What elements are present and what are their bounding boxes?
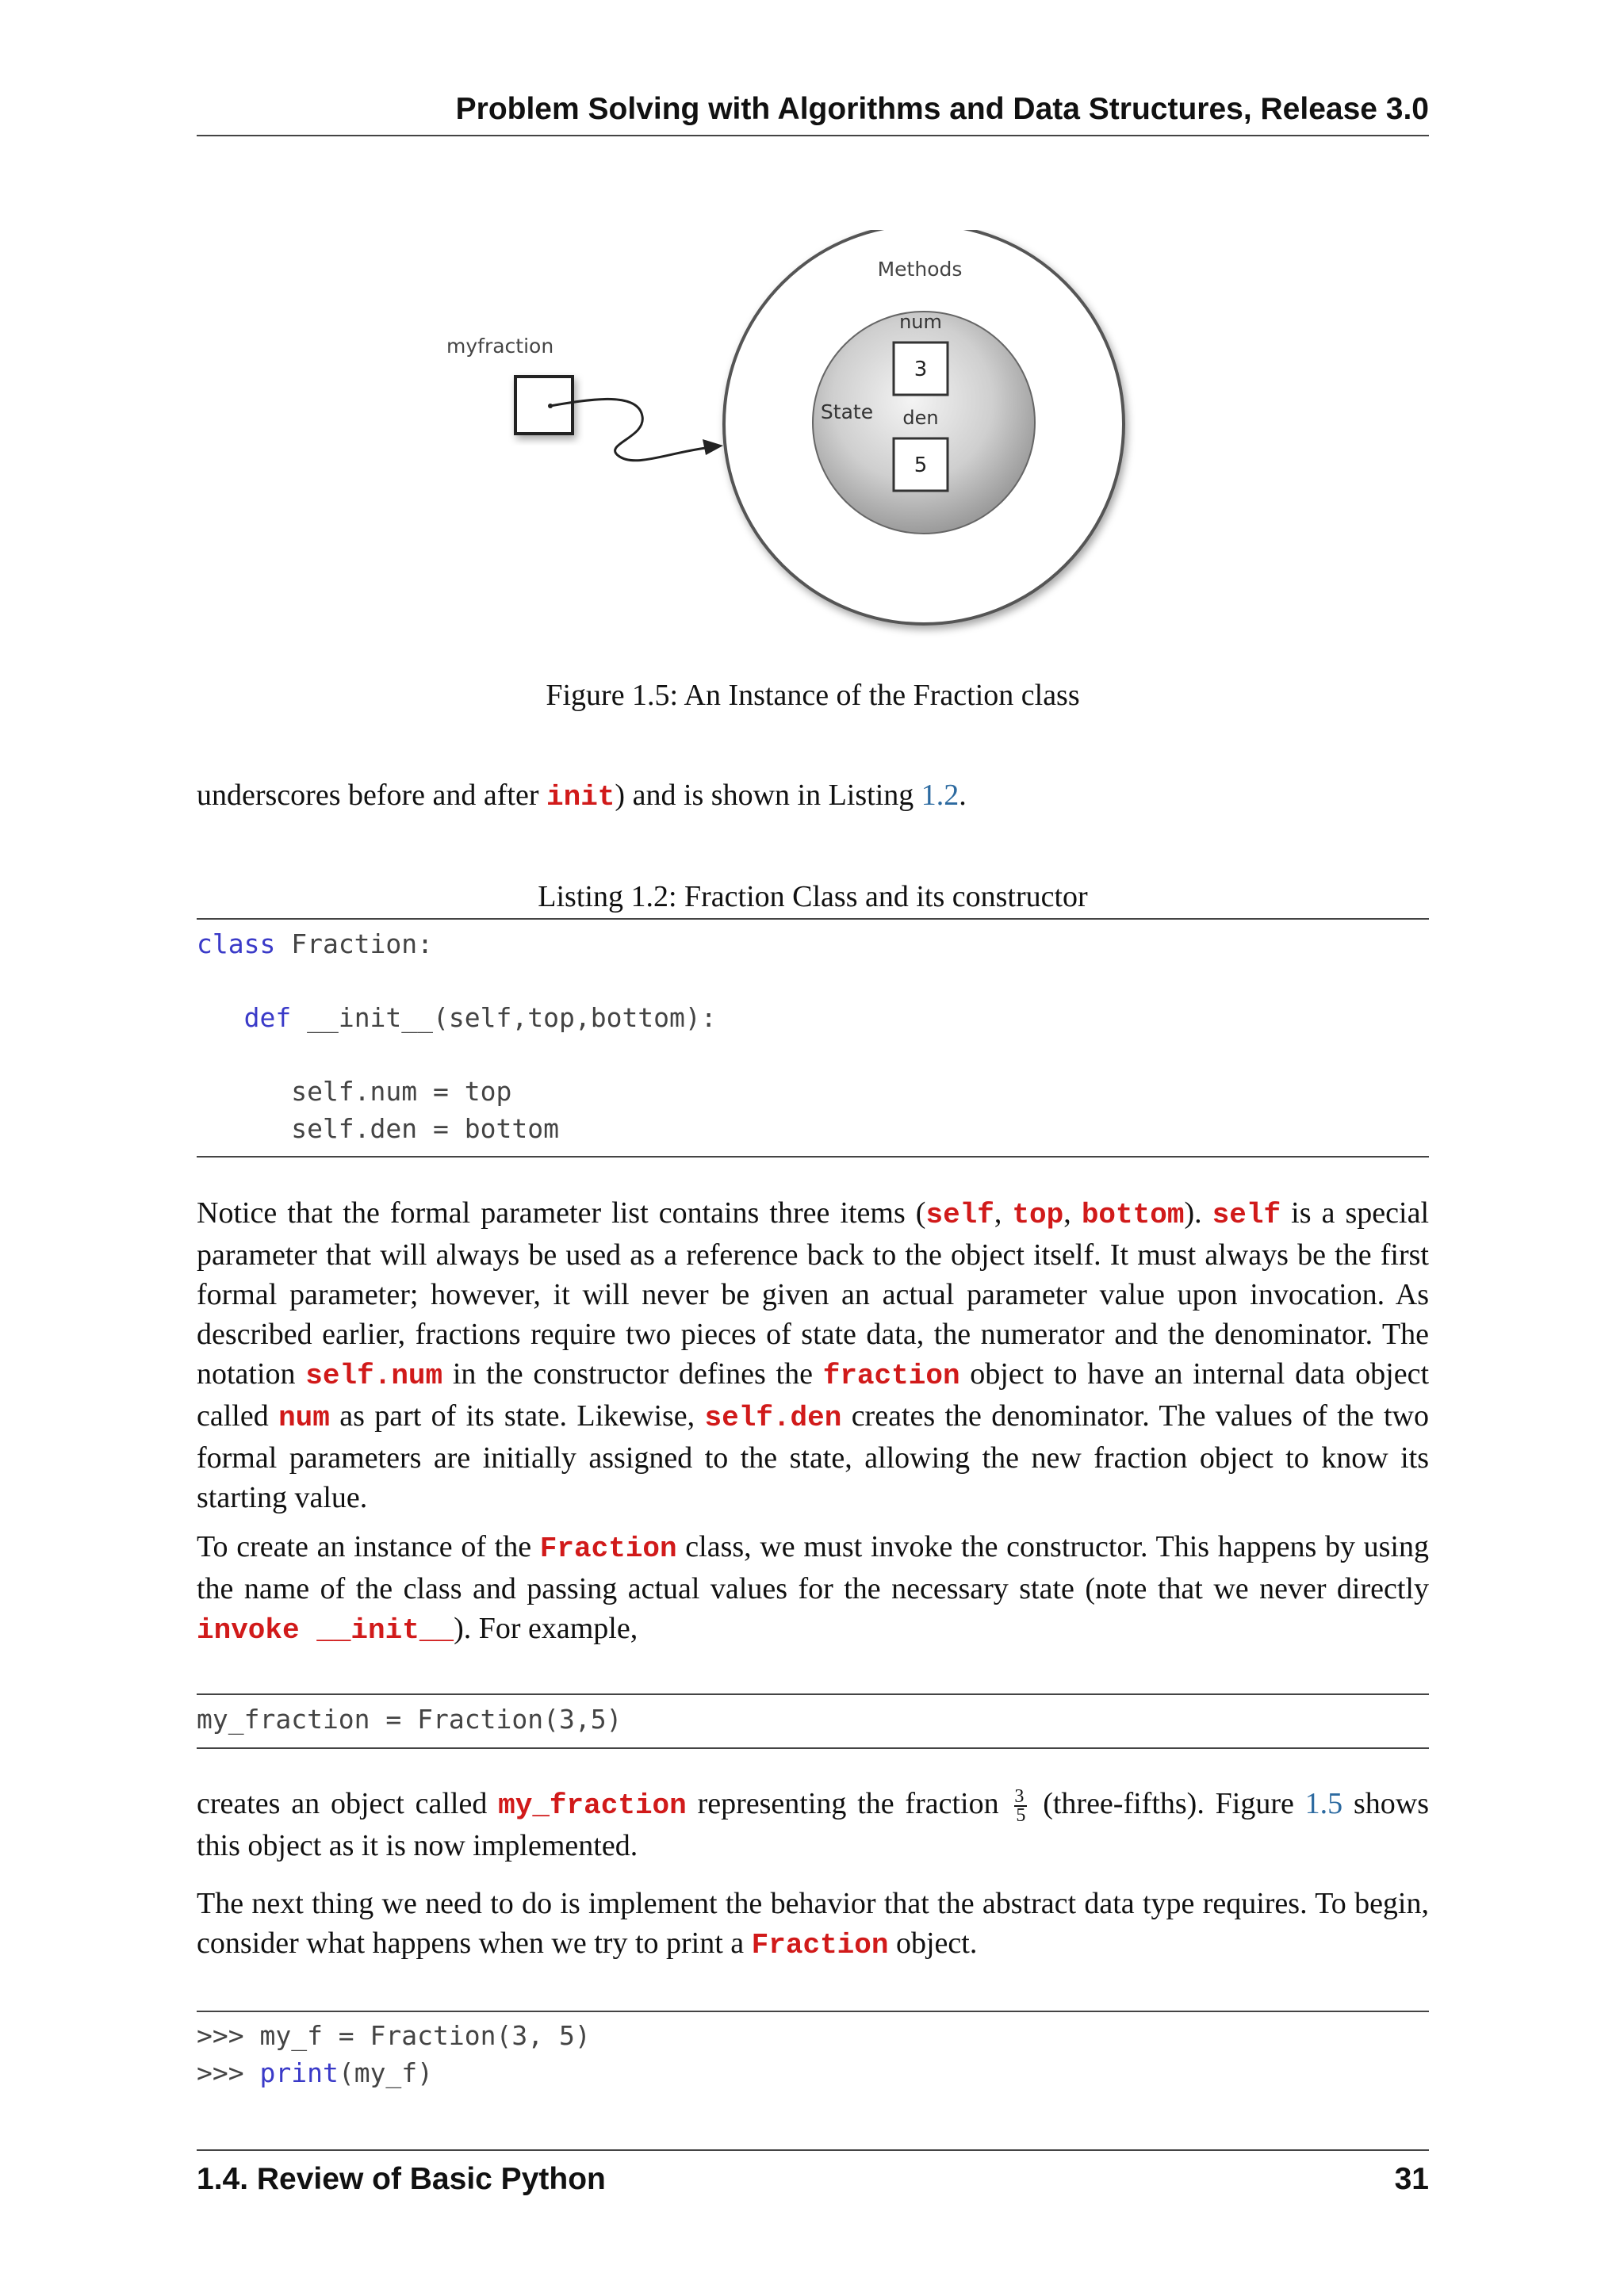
code-print [197,2018,1429,2091]
fraction-three-fifths [1014,1786,1027,1827]
variable-label: myfraction [446,335,554,358]
figure-caption: Figure 1.5: An Instance of the Fraction class [546,679,1080,712]
text-run: To create an instance of the [197,1530,540,1563]
den-value: 5 [914,453,928,477]
paragraph-next [197,1884,1429,1965]
arrow-head-icon [703,439,723,455]
inline-code: Fraction [539,1533,677,1565]
text-run: in the constructor defines the [442,1357,823,1391]
code-prompt: >>> [197,2057,260,2088]
code-text: self.num = top [197,1076,512,1107]
code-print-top-rule [197,2011,1429,2012]
text-run: . [959,779,967,812]
inline-code: num [278,1402,330,1434]
text-run: The next thing we need to do is implement the behavior that the abstract data type requires. To begin, consider what happens when we try to print a [197,1887,1429,1960]
listing-bottom-rule [197,1156,1429,1158]
text-run: Notice that the formal parameter list contains three items ( [197,1196,926,1230]
text-run: object. [888,1927,978,1960]
figure-link[interactable]: 1.5 [1304,1787,1343,1820]
listing-caption: Listing 1.2: Fraction Class and its constructor [538,880,1088,913]
text-run: object to have an internal data object called [197,1357,1429,1433]
inline-code: my_fraction [498,1789,687,1822]
state-label: State [820,400,874,423]
code-text: self.den = bottom [197,1112,559,1144]
inline-code: self [1212,1199,1281,1231]
inline-code: self.num [305,1360,443,1392]
header-rule [197,135,1429,136]
fraction-denominator: 5 [1016,1805,1026,1827]
code-bottom-rule [197,1747,1429,1749]
text-run: , [1063,1196,1082,1230]
listing-code [197,926,1429,1147]
code-keyword: def [243,1002,292,1033]
footer-rule [197,2149,1429,2151]
fraction-numerator: 3 [1014,1786,1025,1808]
paragraph-init [197,775,1429,817]
code-text: Fraction: [275,928,434,959]
text-run: underscores before and after [197,779,546,812]
text-run: representing the fraction [686,1787,1010,1820]
code-text: (my_f) [338,2057,434,2088]
text-run: shows this object as it is now implemented. [197,1787,1429,1862]
code-text: __init__(self,top,bottom): [291,1002,717,1033]
text-run: ) and is shown in Listing [615,779,921,812]
inline-code: fraction [822,1360,960,1392]
paragraph-creates [197,1784,1429,1866]
text-run: ). For example, [454,1612,638,1645]
text-run: creates the denominator. The values of the two formal parameters are initially assigned to the state, allowing the new fraction object to know its starting value. [197,1399,1430,1514]
code-create [197,1701,1429,1739]
text-run: is a special parameter that will always be used as a reference back to the object itself. It must always be the first formal parameter; however, it will never be given an actual parameter value upon invocation. As described earlier, fractions require two pieces of state data, the numerator and the denominator. The notation [197,1196,1429,1391]
code-text: my_fraction = Fraction(3,5) [197,1704,622,1735]
text-run: ). [1184,1196,1212,1230]
paragraph-create [197,1527,1429,1651]
inline-code: top [1012,1199,1064,1231]
code-top-rule [197,1693,1429,1695]
inline-code: self.den [704,1402,842,1434]
running-header: Problem Solving with Algorithms and Data Structures, Release 3.0 [455,92,1429,126]
code-text: >>> my_f = Fraction(3, 5) [197,2020,591,2051]
inline-code: Fraction [751,1929,889,1961]
den-label: den [902,407,939,429]
text-run: class, we must invoke the constructor. This happens by using the name of the class and passing actual values for the necessary state (note that we never directly [197,1530,1429,1605]
num-value: 3 [914,358,928,381]
text-run: , [994,1196,1013,1230]
inline-code: invoke __init__ [197,1614,454,1647]
text-run: creates an object called [197,1787,499,1820]
inline-code: init [546,781,615,813]
variable-box [515,377,573,434]
inline-code: bottom [1081,1199,1185,1231]
code-keyword: class [197,928,276,959]
fraction-instance-figure [444,230,1158,642]
page-number: 31 [1394,2162,1429,2196]
methods-label: Methods [877,258,963,281]
paragraph-notice [197,1193,1429,1517]
inline-code: self [925,1199,994,1231]
num-label: num [899,311,942,333]
text-run: (three-fifths). Figure [1032,1787,1305,1820]
text-run: as part of its state. Likewise, [329,1399,705,1433]
footer-section: 1.4. Review of Basic Python [197,2162,606,2196]
listing-top-rule [197,918,1429,920]
code-text [197,1002,244,1033]
code-keyword: print [259,2057,339,2088]
listing-link[interactable]: 1.2 [921,779,959,812]
